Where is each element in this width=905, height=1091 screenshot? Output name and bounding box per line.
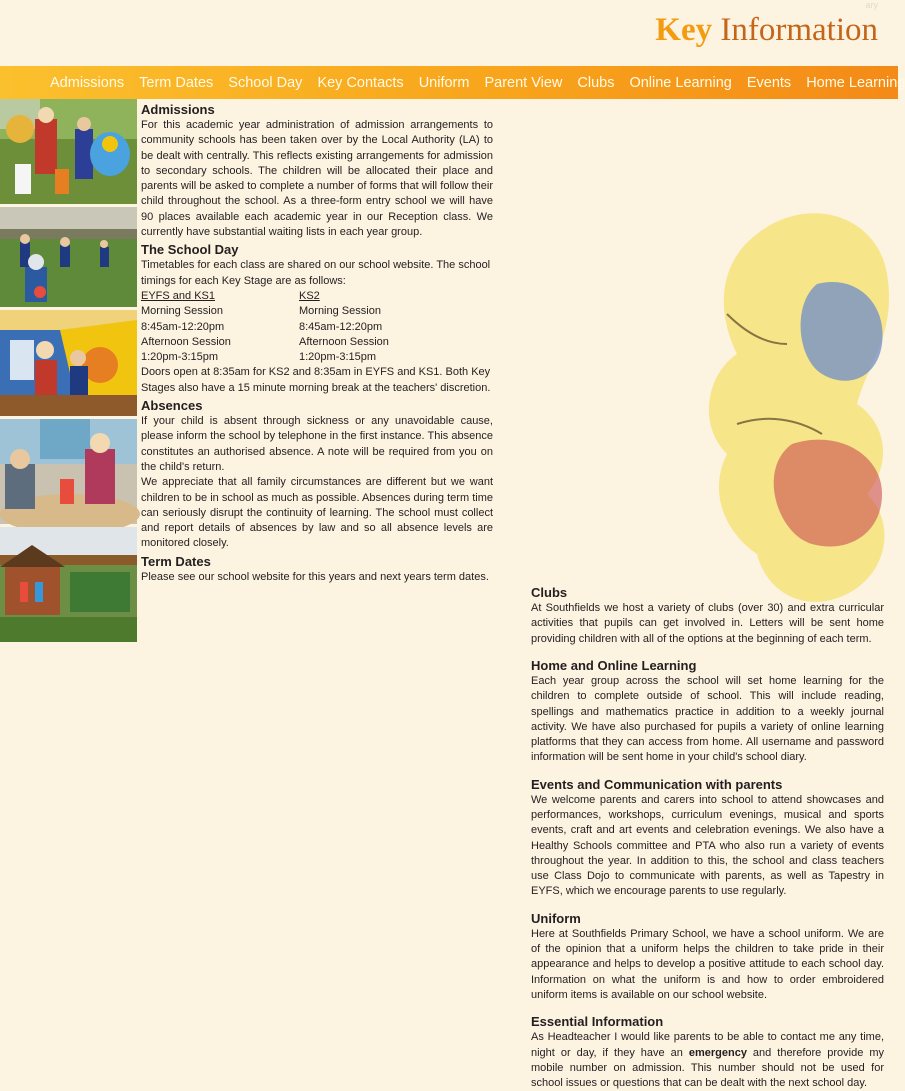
left-column [141, 102, 493, 585]
clubs-text: At Southfields we host a variety of clubs (over 30) and extra curricular activities that pupils can get involved in. Letters will be sent home providing children with all of the options at the beginning of each term. [531, 602, 884, 645]
admissions-heading: Admissions [141, 102, 215, 117]
events-heading: Events and Communication with parents [531, 776, 783, 792]
timetable-col2-morning-label: Morning Session [299, 305, 381, 318]
corner-label: ary [865, 0, 878, 10]
timetable-col2-afternoon-label: Afternoon Session [299, 335, 389, 348]
timetable-col2-morning-time: 8:45am-12:20pm [299, 320, 383, 333]
events-text: We welcome parents and carers into school to attend showcases and performances, workshops, curriculum evenings, musical and sports events, craft and art events and celebration evenings. We also have a Healthy Schools committee and PTA who also run a variety of events throughout the year. In addition to this, the school and class teachers use Class Dojo to communicate with parents, as well as Tapestry in EYFS, which we encourage parents to use regularly. [531, 793, 884, 898]
photo-strip [0, 99, 137, 633]
photo-outdoor-structure [0, 527, 137, 647]
top-navigation [0, 66, 905, 99]
nav-key-contacts[interactable]: Key Contacts [317, 74, 404, 91]
uniform-heading: Uniform [531, 910, 581, 926]
nav-clubs[interactable]: Clubs [577, 74, 615, 91]
timetable-col2-afternoon-time: 1:20pm-3:15pm [299, 351, 377, 364]
page-title [655, 12, 878, 49]
absences-heading: Absences [141, 398, 203, 414]
photo-playground-costumes [0, 99, 137, 204]
photo-sand-play [0, 419, 137, 524]
nav-school-day[interactable]: School Day [228, 74, 303, 91]
essential-heading: Essential Information [531, 1014, 664, 1030]
cartoon-decoration [697, 194, 897, 614]
essential-emphasis: emergency [688, 1046, 747, 1059]
timetable-col2-header: KS2 [299, 289, 320, 302]
content-area [137, 99, 898, 1090]
page-title-bold: Key [655, 12, 713, 48]
school-timetable [141, 289, 493, 365]
nav-online-learning[interactable]: Online Learning [629, 74, 732, 91]
essential-text-after: and therefore provide my mobile number on admission. This number should not be used for school issues or questions that can be dealt with the next school day. [531, 1046, 884, 1090]
timetable-col1-afternoon-time: 1:20pm-3:15pm [141, 351, 219, 364]
home-learning-text: Each year group across the school will set home learning for the children to complete outside of school. This will include reading, spellings and mathematics practice in addition to a weekly journal activity. We have also purchased for pupils a variety of online learning platforms that they can access from home. All username and password information will be sent home in your child's school diary. [531, 674, 884, 764]
uniform-text: Here at Southfields Primary School, we have a school uniform. We are of the opinion that a uniform helps the children to take pride in their appearance and helps to develop a positive attitude to each school day. Information on what the uniform is and how to order embroidered uniform items is available on our school website. [531, 927, 884, 1001]
nav-term-dates[interactable]: Term Dates [139, 74, 214, 91]
absences-text-1: If your child is absent through sickness or any unavoidable cause, please inform the school by telephone in the first instance. This absence constitutes an authorised absence. A note will be required from you on the child's return. [141, 415, 493, 473]
nav-parent-view[interactable]: Parent View [484, 74, 563, 91]
timetable-col1-morning-label: Morning Session [141, 305, 223, 318]
timetable-col1-afternoon-label: Afternoon Session [141, 335, 231, 348]
term-dates-heading: Term Dates [141, 553, 211, 569]
clubs-heading: Clubs [531, 585, 568, 601]
admissions-text: For this academic year administration of admission arrangements to community schools has been taken over by the Local Authority (LA) to be dealt with centrally. This reflects existing arrangements for admission to secondary schools. The children will be allocated their place and parents will be asked to complete a number of forms that will follow their child throughout the school. As a three-form entry school we will have 90 places available each academic year in our Reception class. We currently have substantial waiting lists in each year group. [141, 119, 493, 239]
school-day-outro: Doors open at 8:35am for KS2 and 8:35am in EYFS and KS1. Both Key Stages also have a 15 minute morning break at the teachers' discretion. [141, 366, 491, 394]
nav-admissions[interactable]: Admissions [50, 74, 125, 91]
timetable-col1-header: EYFS and KS1 [141, 289, 215, 302]
school-day-heading: The School Day [141, 242, 239, 258]
timetable-col1-morning-time: 8:45am-12:20pm [141, 320, 225, 333]
photo-classroom-art [0, 310, 137, 416]
essential-text [531, 1030, 884, 1091]
essential-text-before: As Headteacher I would like parents to be able to contact me any time, night or day, if they have an [531, 1031, 884, 1059]
school-day-intro: Timetables for each class are shared on our school website. The school timings for each Key Stage are as follows: [141, 259, 491, 287]
nav-uniform[interactable]: Uniform [418, 74, 470, 91]
right-column [531, 585, 884, 1091]
term-dates-text: Please see our school website for this years and next years term dates. [141, 570, 489, 583]
photo-sports-field [0, 207, 137, 307]
nav-home-learning[interactable]: Home Learning [806, 74, 905, 91]
absences-text-2: We appreciate that all family circumstances are different but we want children to be in school as much as possible. Absences during term time can seriously disrupt the continuity of learning. The school must collect and report details of absences by law and so all absence levels are monitored closely. [141, 476, 493, 550]
page-title-rest: Information [720, 12, 878, 48]
nav-events[interactable]: Events [746, 74, 792, 91]
home-learning-heading: Home and Online Learning [531, 657, 697, 673]
